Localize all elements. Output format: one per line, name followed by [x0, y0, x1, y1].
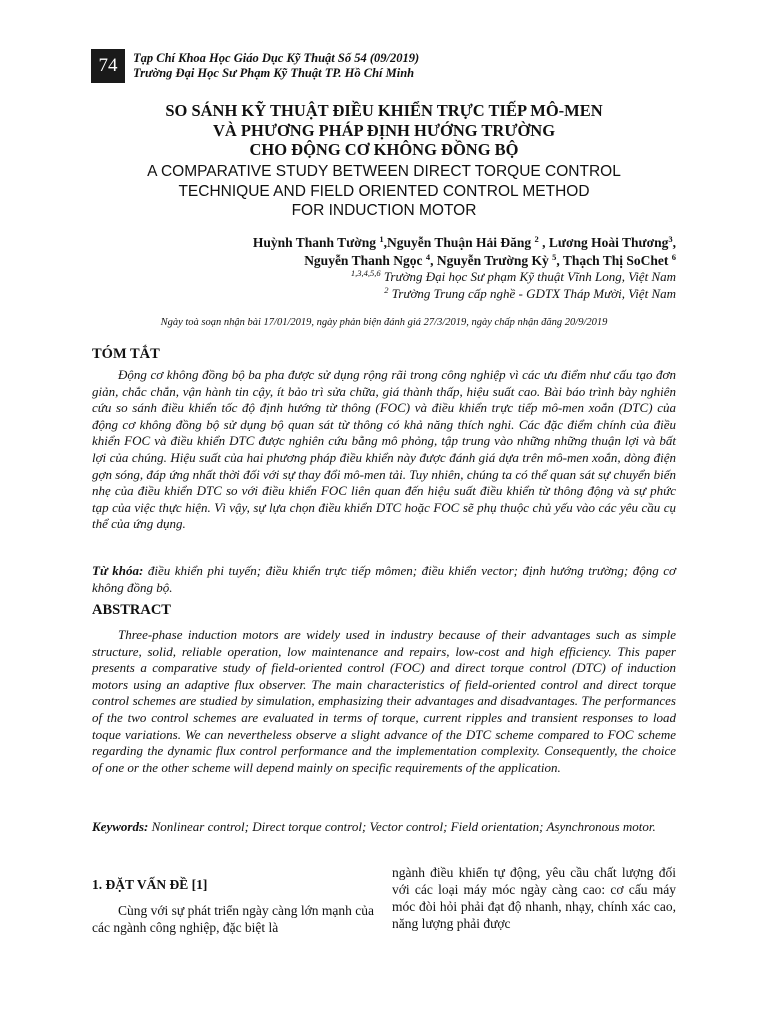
affiliation-text: Trường Trung cấp nghề - GDTX Tháp Mười, Việt Nam [391, 286, 676, 301]
author-name: , Thạch Thị SoChet [556, 253, 669, 268]
tom-tat-body [92, 367, 676, 533]
author-name: , Lương Hoài Thương [542, 235, 669, 250]
keywords-text: Nonlinear control; Direct torque control; Vector control; Field orientation; Asynchronous motor. [151, 819, 656, 834]
title-vi-line: SO SÁNH KỸ THUẬT ĐIỀU KHIỂN TRỰC TIẾP MÔ-MEN [165, 101, 603, 120]
author-separator: , [672, 235, 676, 250]
author-sup: 1 [379, 234, 384, 244]
author-sup: 2 [534, 234, 539, 244]
body-column-right [392, 864, 676, 932]
author-name: Huỳnh Thanh Tường [252, 235, 376, 250]
body-column-left [92, 902, 374, 936]
title-en-line: FOR INDUCTION MOTOR [291, 202, 477, 219]
page-number: 74 [91, 49, 125, 83]
tom-tat-heading: TÓM TẮT [92, 346, 160, 362]
author-list [76, 234, 676, 270]
abstract-body [92, 627, 676, 776]
tom-tat-keywords [92, 563, 676, 596]
author-sup: 4 [425, 252, 431, 262]
affiliation-line [76, 285, 676, 302]
title-english [92, 162, 676, 221]
journal-publisher: Trường Đại Học Sư Phạm Kỹ Thuật TP. Hồ Chí Minh [133, 66, 415, 80]
keywords-label: Keywords: [92, 819, 149, 834]
abstract-heading: ABSTRACT [92, 602, 171, 618]
affiliation-sup: 2 [384, 285, 389, 295]
title-en-line: TECHNIQUE AND FIELD ORIENTED CONTROL METHOD [178, 182, 590, 200]
journal-title: Tạp Chí Khoa Học Giáo Dục Kỹ Thuật Số 54 (09/2019) [133, 51, 420, 65]
abstract-keywords [92, 819, 676, 836]
title-en-line: A COMPARATIVE STUDY BETWEEN DIRECT TORQUE CONTROL [147, 163, 621, 180]
keywords-text: điều khiển phi tuyến; điều khiển trực tiếp mômen; điều khiển vector; định hướng trường; động cơ không đồng bộ. [92, 563, 676, 595]
author-sup: 5 [552, 252, 557, 262]
author-name: Nguyễn Thanh Ngọc [304, 253, 423, 268]
affiliations [76, 268, 676, 302]
keywords-label: Từ khóa: [92, 563, 144, 578]
submission-dates: Ngày toà soạn nhận bài 17/01/2019, ngày phản biện đánh giá 27/3/2019, ngày chấp nhận đăng 20/9/2019 [160, 317, 608, 328]
affiliation-text: Trường Đại học Sư phạm Kỹ thuật Vĩnh Long, Việt Nam [383, 269, 676, 284]
author-sup: 6 [671, 252, 676, 262]
title-vi-line: VÀ PHƯƠNG PHÁP ĐỊNH HƯỚNG TRƯỜNG [212, 120, 556, 140]
journal-header [133, 51, 693, 81]
abstract-text: Three-phase induction motors are widely used in industry because of their advantages such as simple structure, solid, reliable operation, low maintenance and repairs, low-cost and high efficiency. This paper presents a comparative study of field-oriented control (FOC) and direct torque control (DTC) of induction motors using an adaptive flux observer. The main characteristics of field-oriented control and direct torque control schemes are studied by simulation, emphasizing their advantages and disadvantages. The performances of the two control schemes are evaluated in terms of torque, current ripples and transient responses to load toque variations. We can nevertheless observe a slight advance of the DTC scheme compared to FOC scheme regarding the dynamic flux control performance and the implementation complexity. Consequently, the choice of one or the other scheme will depend mainly on specific requirements of the application. [92, 627, 676, 775]
affiliation-line [76, 268, 676, 285]
author-line [76, 234, 676, 252]
body-text: Cùng với sự phát triển ngày càng lớn mạnh của các ngành công nghiệp, đặc biệt là [92, 903, 374, 935]
affiliation-sup: 1,3,4,5,6 [350, 268, 381, 278]
author-name: , Nguyễn Trường Kỳ [430, 253, 549, 268]
body-text: ngành điều khiển tự động, yêu cầu chất lượng đối với các loại máy móc ngày càng cao: cơ cấu máy móc đòi hỏi phải đạt độ nhanh, nhạy, chính xác cao, năng lượng phải được [392, 865, 676, 931]
author-name: ,Nguyễn Thuận Hải Đăng [383, 235, 532, 250]
author-sup: 3 [668, 234, 673, 244]
tom-tat-text: Động cơ không đồng bộ ba pha được sử dụng rộng rãi trong công nghiệp vì các ưu điểm như cấu tạo đơn giản, chắc chắn, vận hành tin cậy, ít bảo trì sửa chữa, giá thành thấp, hiệu suất cao. Bài báo trình bày nghiên cứu so sánh điều khiển tốc độ định hướng từ thông (FOC) và điều khiển trực tiếp mô-men xoắn (DTC) của động cơ không đồng bộ sử dụng bộ quan sát từ thông có khả năng thích nghi. Các đặc điểm chính của điều khiển FOC và điều khiển DTC được nghiên cứu bằng mô phỏng, tập trung vào những những thuận lợi và bất lợi của chúng. Hiệu suất của hai phương pháp điều khiển này được đánh giá dựa trên mô-men xoắn, dòng điện gợn sóng, đáp ứng nhất thời đối với sự thay đổi mô-men tải. Tuy nhiên, chúng ta có thể quan sát sự chuyển biến nhẹ của điều khiển DTC so với điều khiển FOC liên quan đến hiệu suất điều khiển từ thông động và sự phức tạp của việc thực hiện. Vì vậy, sự lựa chọn điều khiển DTC hoặc FOC sẽ phụ thuộc chủ yếu vào các yêu cầu cụ thể của ứng dụng. [92, 367, 676, 532]
section-heading: 1. ĐẶT VẤN ĐỀ [1] [92, 877, 208, 892]
title-vi-line: CHO ĐỘNG CƠ KHÔNG ĐỒNG BỘ [249, 140, 519, 159]
title-vietnamese [92, 101, 676, 160]
